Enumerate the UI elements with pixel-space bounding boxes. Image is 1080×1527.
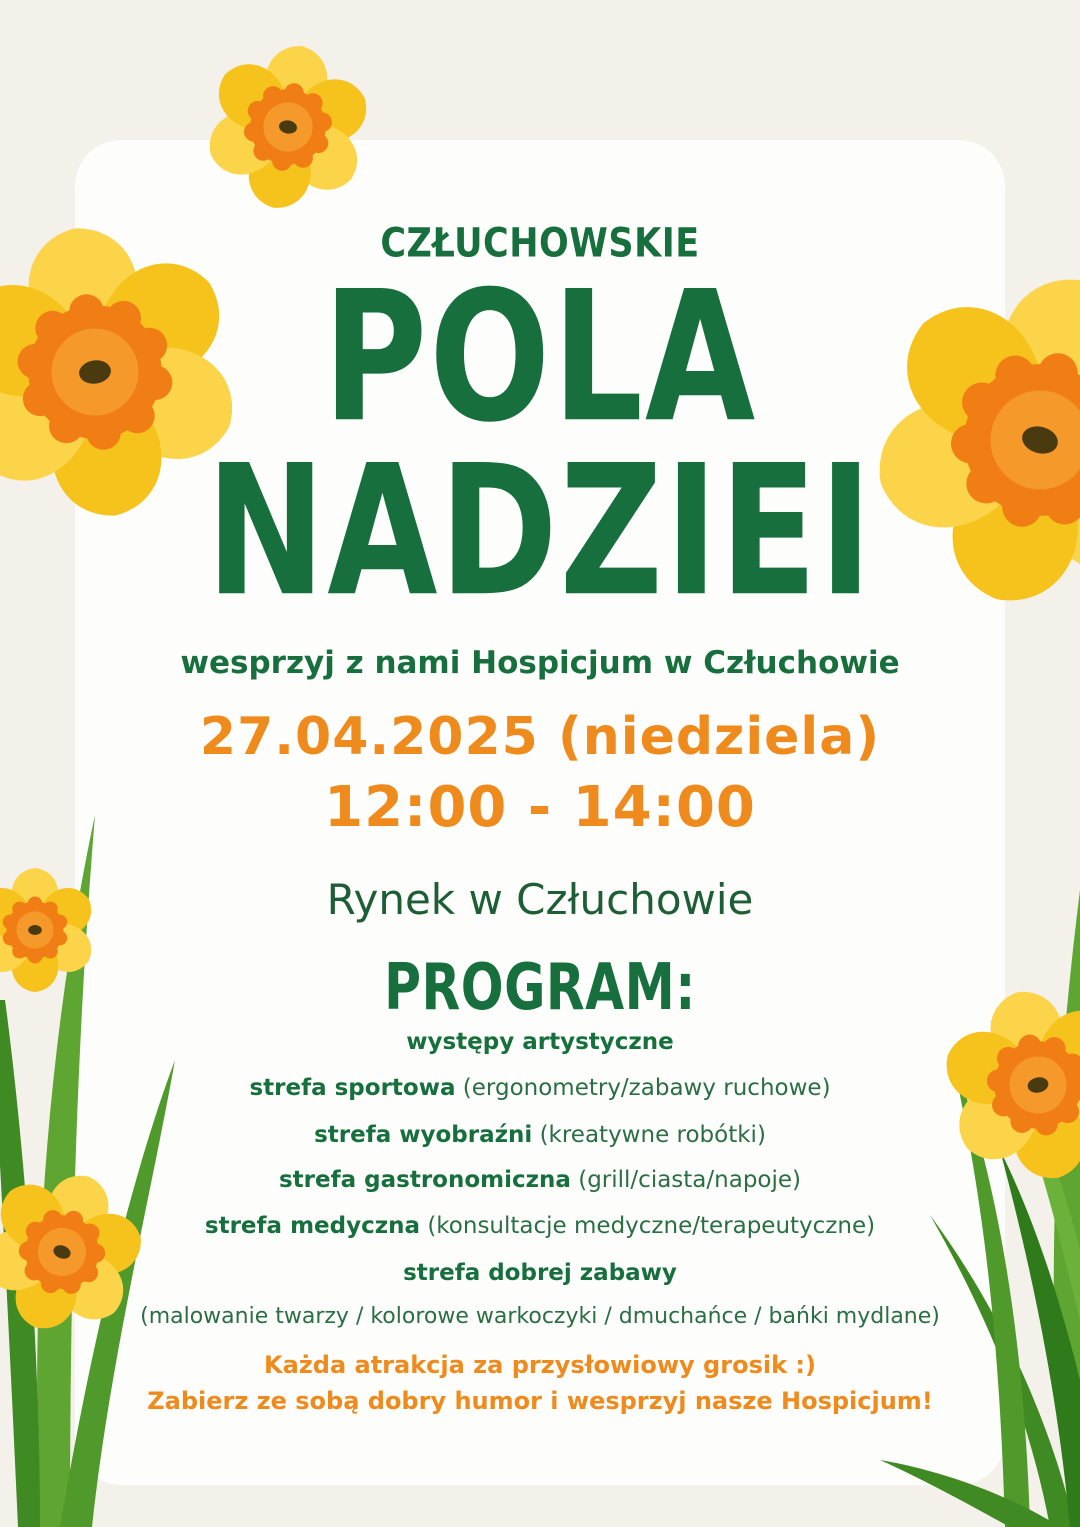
poster-title-line-2: NADZIEI [206,427,874,637]
footer-line-1: Każda atrakcja za przysłowiowy grosik :) [264,1351,816,1379]
program-item-name: strefa wyobraźni [314,1122,533,1148]
poster-kicker: CZŁUCHOWSKIE [380,221,700,267]
event-date: 27.04.2025 (niedziela) [199,707,881,767]
program-item [0,1027,1080,1057]
program-extra-line: (malowanie twarzy / kolorowe warkoczyki / dmuchańce / bańki mydlane) [140,1304,940,1329]
program-item-detail: (konsultacje medyczne/terapeutyczne) [427,1213,876,1239]
program-item-name: występy artystyczne [406,1029,674,1055]
daffodil-icon [189,31,388,223]
program-item [0,1165,1080,1195]
program-item-name: strefa gastronomiczna [278,1167,571,1193]
tagline: wesprzyj z nami Hospicjum w Człuchowie [180,645,900,681]
program-item-name: strefa medyczna [204,1213,421,1239]
program-item-name: strefa sportowa [249,1075,456,1101]
program-item [0,1211,1080,1241]
event-venue: Rynek w Człuchowie [326,875,754,924]
program-item [0,1120,1080,1150]
program-item-detail: (grill/ciasta/napoje) [578,1167,801,1193]
program-item [0,1073,1080,1103]
event-time: 12:00 - 14:00 [324,775,756,840]
program-heading: PROGRAM: [384,950,696,1025]
program-item-detail: (ergonometry/zabawy ruchowe) [462,1075,831,1101]
program-item [0,1258,1080,1288]
program-item-detail: (kreatywne robótki) [539,1122,766,1148]
program-item-name: strefa dobrej zabawy [403,1260,677,1286]
poster-title-line-1: POLA [322,253,758,463]
footer-line-2: Zabierz ze sobą dobry humor i wesprzyj nasze Hospicjum! [147,1387,933,1415]
